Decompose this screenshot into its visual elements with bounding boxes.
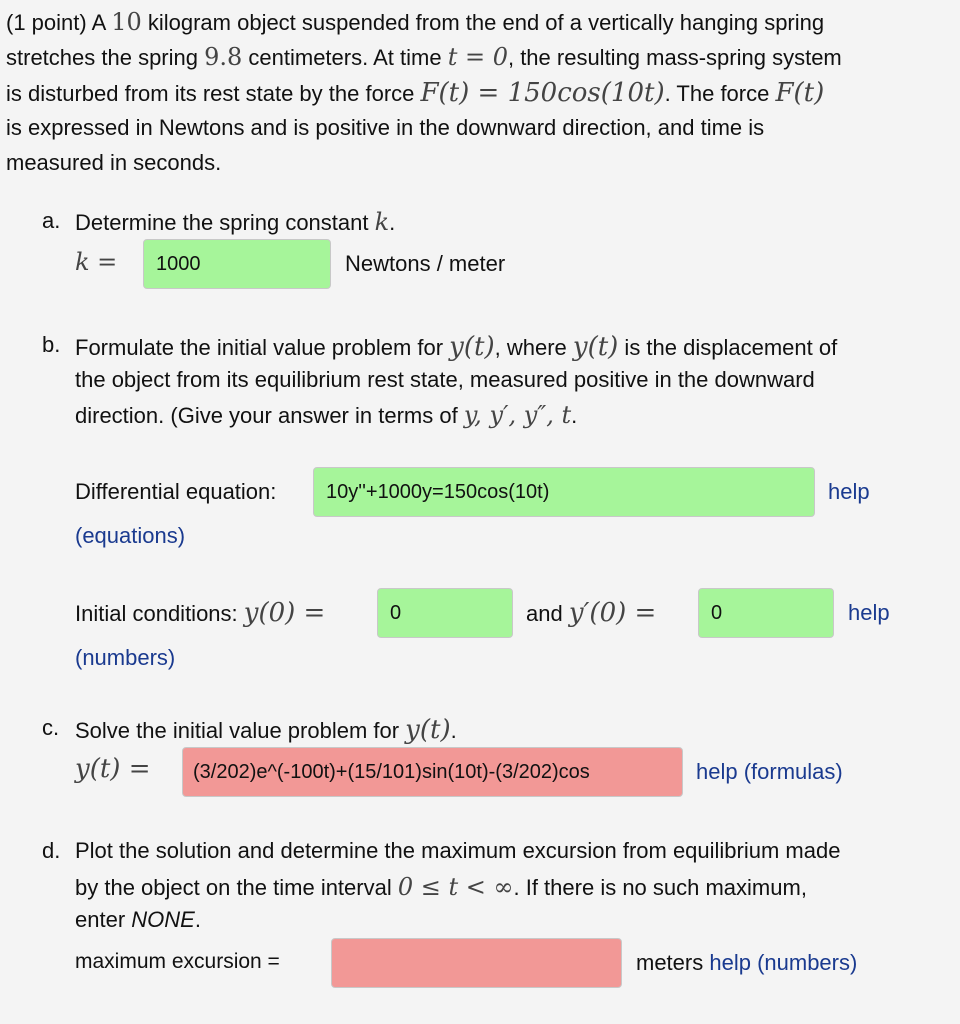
text: Initial conditions: (75, 601, 244, 626)
text: stretches the spring (6, 45, 205, 70)
math: k (374, 208, 390, 236)
text: . (571, 403, 578, 428)
text: and (526, 601, 569, 626)
math: y(t) (572, 332, 619, 362)
text: is the displacement of (618, 335, 838, 360)
help-formulas-link[interactable]: help (formulas) (696, 759, 843, 784)
math: y′(0) = (568, 598, 657, 628)
text: by the object on the time interval (75, 875, 398, 900)
text: direction. (Give your answer in terms of (75, 403, 464, 428)
k-label: k = (75, 248, 118, 276)
de-label: Differential equation: (75, 479, 277, 504)
ic-and (526, 598, 656, 628)
differential-equation-input[interactable]: 10y''+1000y=150cos(10t) (313, 467, 815, 517)
unit-label: meters (636, 950, 710, 975)
problem-line-3 (6, 78, 824, 108)
y-label: y(t) = (75, 754, 151, 784)
text: . The force (664, 81, 776, 106)
math: y, y′, y″, t (463, 401, 572, 429)
part-a-text (75, 208, 395, 236)
max-excursion-label: maximum excursion = (75, 950, 280, 973)
unit-and-help (636, 950, 857, 976)
problem-line-2 (6, 43, 842, 71)
text: centimeters. At time (242, 45, 448, 70)
math: y(t) (405, 715, 451, 745)
solution-input[interactable]: (3/202)e^(-100t)+(15/101)sin(10t)-(3/202)cos (182, 747, 683, 797)
unit-label: Newtons / meter (345, 251, 506, 276)
math-mass: 10 (111, 8, 142, 36)
math-stretch: 9.8 (204, 43, 243, 71)
part-d-line-3 (75, 907, 201, 933)
help-link[interactable]: help (828, 479, 870, 504)
help-numbers-link[interactable]: (numbers) (75, 645, 176, 670)
text: . (450, 718, 457, 743)
text: Determine the spring constant (75, 210, 375, 235)
ic-label (75, 598, 325, 628)
spring-constant-input[interactable]: 1000 (143, 239, 331, 289)
math-force: F(t) (775, 78, 825, 108)
initial-position-input[interactable]: 0 (377, 588, 513, 638)
math-force: F(t) = 150cos(10t) (420, 78, 665, 108)
math: y(0) = (243, 598, 326, 628)
problem-line-4: is expressed in Newtons and is positive in the downward direction, and time is (6, 115, 765, 140)
text: Solve the initial value problem for (75, 718, 406, 743)
text: kilogram object suspended from the end of a vertically hanging spring (141, 10, 825, 35)
problem-line-5: measured in seconds. (6, 150, 222, 175)
text: is disturbed from its rest state by the force (6, 81, 421, 106)
text: NONE (131, 907, 195, 932)
part-d-line-1: Plot the solution and determine the maximum excursion from equilibrium made (75, 838, 841, 863)
part-marker: b. (42, 332, 61, 357)
part-b-line-1 (75, 332, 837, 362)
math: 0 ≤ t < ∞ (397, 873, 514, 901)
help-numbers-link[interactable]: help (numbers) (709, 950, 858, 975)
text: , the resulting mass-spring system (507, 45, 842, 70)
text: (1 point) A (6, 10, 112, 35)
text: , where (494, 335, 573, 360)
math-time: t = 0 (447, 43, 508, 71)
part-marker: d. (42, 838, 61, 863)
part-d-line-2 (75, 873, 807, 901)
part-c-text (75, 715, 457, 745)
part-marker: c. (42, 715, 60, 740)
math: y(t) (449, 332, 495, 362)
text: . (194, 907, 201, 932)
max-excursion-input[interactable] (331, 938, 622, 988)
initial-velocity-input[interactable]: 0 (698, 588, 834, 638)
part-b-line-3 (75, 401, 577, 429)
problem-line-1 (6, 8, 824, 36)
text: Formulate the initial value problem for (75, 335, 450, 360)
part-marker: a. (42, 208, 61, 233)
part-b-line-2: the object from its equilibrium rest state, measured positive in the downward (75, 367, 815, 392)
help-equations-link[interactable]: (equations) (75, 523, 186, 548)
help-link[interactable]: help (848, 600, 890, 625)
text: . (389, 210, 396, 235)
text: enter (75, 907, 132, 932)
text: . If there is no such maximum, (513, 875, 807, 900)
